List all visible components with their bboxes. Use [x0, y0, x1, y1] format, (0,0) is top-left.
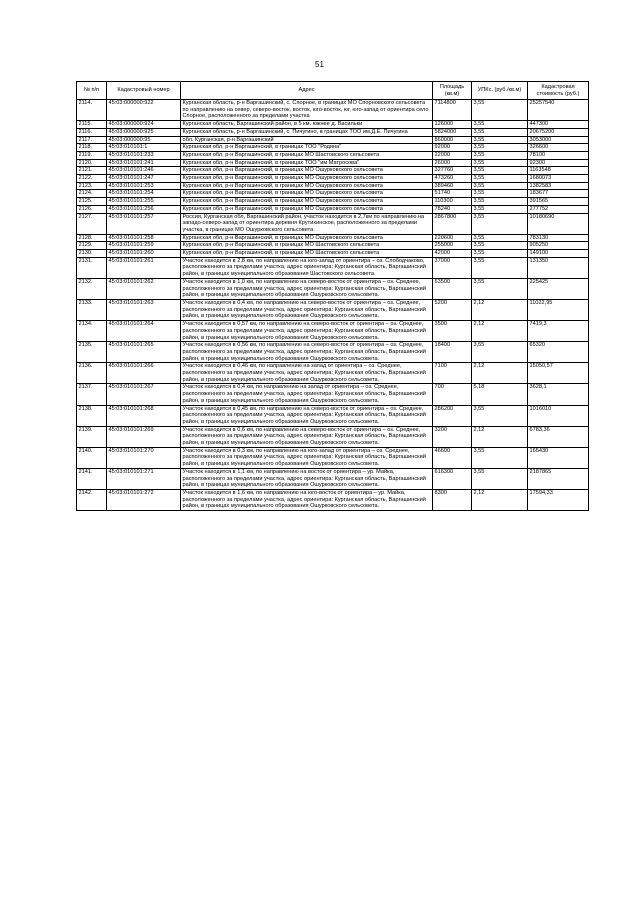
- cadastral-table: [76, 81, 589, 511]
- cell-upks: 3,55: [472, 447, 528, 468]
- cell-number: 2134.: [77, 321, 107, 342]
- table-row: [77, 151, 589, 159]
- header-number: № п/п: [77, 82, 107, 100]
- cell-address: Курганская обл, р-н Варгашинский, в границах МО Ошурковского сельсовета: [181, 234, 433, 242]
- cell-cadastral-number: 45:03:010101:256: [107, 205, 181, 213]
- cell-cadastral-value: 78100: [528, 151, 589, 159]
- cell-number: 2139.: [77, 426, 107, 447]
- cell-area: 110300: [433, 198, 472, 206]
- cell-cadastral-number: 45:03:010101:257: [107, 213, 181, 234]
- cell-cadastral-value: 10180690: [528, 213, 589, 234]
- cell-cadastral-value: 3053000: [528, 136, 589, 144]
- cell-address: Курганская обл, р-н Варгашинский, в границах МО Шастовского сельсовета: [181, 242, 433, 250]
- table-row: [77, 278, 589, 299]
- cell-number: 2142.: [77, 489, 107, 510]
- table-row: [77, 489, 589, 510]
- table-header-row: [77, 82, 589, 100]
- cell-address: Участок находится в 0,46 км, по направлению на запад от ориентира – оз. Среднее, расположенного за пределами участка, адрес ориентира: Курганская область, Варгашинский район, в границах муниципального образования Ошурковского сельсовета.: [181, 363, 433, 384]
- table-row: [77, 447, 589, 468]
- table-row: [77, 213, 589, 234]
- cell-upks: 3,55: [472, 405, 528, 426]
- cell-area: 7114800: [433, 100, 472, 121]
- cell-address: Курганская обл, р-н Варгашинский, в границах МО Ошурковского сельсовета: [181, 167, 433, 175]
- cell-upks: 3,55: [472, 159, 528, 167]
- cell-address: Участок находится в 0,57 км, по направлению на северо-восток от ориентира – оз. Среднее, расположенного за пределами участка, адрес ориентира: Курганская область, Варгашинский район, в границах муниципального образования Ошурковского сельсовета.: [181, 321, 433, 342]
- cell-upks: 3,55: [472, 234, 528, 242]
- table-row: [77, 159, 589, 167]
- table-row: [77, 468, 589, 489]
- cell-address: Курганская обл, р-н Варгашинский, в границах ТОО "им Матросова": [181, 159, 433, 167]
- cell-area: 126000: [433, 121, 472, 129]
- cell-cadastral-value: 447300: [528, 121, 589, 129]
- cell-cadastral-value: 183677: [528, 190, 589, 198]
- cell-cadastral-number: 45:03:010101:271: [107, 468, 181, 489]
- cell-upks: 3,55: [472, 190, 528, 198]
- cell-cadastral-number: 45:03:010101:269: [107, 426, 181, 447]
- cell-cadastral-number: 45:03:010101:255: [107, 198, 181, 206]
- cell-upks: 2,12: [472, 321, 528, 342]
- cell-number: 2124.: [77, 190, 107, 198]
- cell-cadastral-value: 6783,36: [528, 426, 589, 447]
- cell-address: Участок находится в 1,6 км, по направлению на юго-восток от ориентира – ур. Майка, расположенного за пределами участка, адрес ориентира: Курганская область, Варгашинский район, в границах муниципального образования Ошурковского сельсовета.: [181, 489, 433, 510]
- cell-cadastral-value: 65320: [528, 342, 589, 363]
- cell-cadastral-value: 1163548: [528, 167, 589, 175]
- cell-cadastral-number: 45:03:010101:272: [107, 489, 181, 510]
- cell-number: 2133.: [77, 299, 107, 320]
- cell-number: 2140.: [77, 447, 107, 468]
- cell-upks: 5,18: [472, 384, 528, 405]
- cell-cadastral-value: 1680073: [528, 175, 589, 183]
- cell-upks: 3,55: [472, 198, 528, 206]
- cell-address: Курганская обл, р-н Варгашинский, в границах МО Шастовского сельсовета: [181, 250, 433, 258]
- cell-cadastral-value: 17594,33: [528, 489, 589, 510]
- header-cadastral-number: Кадастровый номер: [107, 82, 181, 100]
- table-row: [77, 128, 589, 136]
- cell-upks: 3,55: [472, 278, 528, 299]
- cell-number: 2116.: [77, 128, 107, 136]
- cell-address: Курганская область, р-н Варгашинский, с. Пичугино, в границах ТОО им.Д.Е. Пичугина: [181, 128, 433, 136]
- cell-cadastral-number: 45:03:010101:258: [107, 234, 181, 242]
- cell-cadastral-number: 45:03:010101:253: [107, 182, 181, 190]
- table-row: [77, 426, 589, 447]
- header-area: Площадь (кв.м): [433, 82, 472, 100]
- cell-number: 2131.: [77, 257, 107, 278]
- cell-cadastral-number: 45:03:010101:247: [107, 175, 181, 183]
- cell-area: 37000: [433, 257, 472, 278]
- cell-cadastral-value: 149100: [528, 250, 589, 258]
- cell-upks: 3,55: [472, 100, 528, 121]
- cell-address: Участок находится в 0,4 км, по направлению на северо-восток от ориентира – оз. Среднее, расположенного за пределами участка, адрес ориентира: Курганская область, Варгашинский район, в границах муниципального образования Ошурковского сельсовета.: [181, 299, 433, 320]
- cell-address: Курганская обл, р-н Варгашинский, в границах МО Ошурковского сельсовета: [181, 198, 433, 206]
- cell-cadastral-value: 7419,3: [528, 321, 589, 342]
- cell-area: 92000: [433, 144, 472, 152]
- cell-upks: 3,55: [472, 128, 528, 136]
- cell-area: 22000: [433, 151, 472, 159]
- table-row: [77, 405, 589, 426]
- cell-cadastral-value: 326600: [528, 144, 589, 152]
- cell-cadastral-number: 45:03:000000:922: [107, 100, 181, 121]
- cell-number: 2114.: [77, 100, 107, 121]
- cell-address: обл. Курганская, р-н Варгашинский: [181, 136, 433, 144]
- table-body: [77, 100, 589, 511]
- cell-area: 78240: [433, 205, 472, 213]
- cell-number: 2123.: [77, 182, 107, 190]
- cell-area: 255000: [433, 242, 472, 250]
- cell-upks: 2,12: [472, 426, 528, 447]
- cell-number: 2138.: [77, 405, 107, 426]
- cell-area: 3500: [433, 321, 472, 342]
- cell-upks: 2,12: [472, 489, 528, 510]
- cell-cadastral-number: 45:03:010101:241: [107, 159, 181, 167]
- cell-number: 2132.: [77, 278, 107, 299]
- cell-area: 327760: [433, 167, 472, 175]
- cell-number: 2137.: [77, 384, 107, 405]
- cell-address: Участок находится в 0,45 км, по направлению на северо-восток от ориентира – оз. Среднее, расположенного за пределами участка, адрес ориентира: Курганская область, Варгашинский район, в границах муниципального образования Ошурковского сельсовета.: [181, 405, 433, 426]
- cell-upks: 2,12: [472, 363, 528, 384]
- cell-area: 5824000: [433, 128, 472, 136]
- cell-number: 2125.: [77, 198, 107, 206]
- cell-area: 286200: [433, 405, 472, 426]
- cell-cadastral-number: 45:03:010101:268: [107, 405, 181, 426]
- cell-cadastral-number: 45:03:010101:267: [107, 384, 181, 405]
- cell-cadastral-value: 277752: [528, 205, 589, 213]
- cell-area: 700: [433, 384, 472, 405]
- table-row: [77, 198, 589, 206]
- cell-cadastral-number: 45:03:000000:924: [107, 121, 181, 129]
- cell-area: 473260: [433, 175, 472, 183]
- cell-cadastral-number: 45:03:010101:261: [107, 257, 181, 278]
- cell-cadastral-number: 45:03:010101:254: [107, 190, 181, 198]
- cell-upks: 3,55: [472, 250, 528, 258]
- cell-upks: 3,55: [472, 205, 528, 213]
- cell-number: 2120.: [77, 159, 107, 167]
- cell-area: 8300: [433, 489, 472, 510]
- cell-cadastral-value: 25257540: [528, 100, 589, 121]
- cell-number: 2122.: [77, 175, 107, 183]
- table-row: [77, 363, 589, 384]
- cell-upks: 3,55: [472, 182, 528, 190]
- cell-upks: 3,55: [472, 175, 528, 183]
- cell-cadastral-number: 45:03:010101:264: [107, 321, 181, 342]
- cell-upks: 3,55: [472, 213, 528, 234]
- cell-address: Участок находится в 2,8 км, по направлению на юго-запад от ориентира – оз. Слободчаково, расположенного за пределами участка, адрес ориентира: Курганская область, Варгашинский район, в границах муниципального образования Шастовского сельсовета.: [181, 257, 433, 278]
- table-row: [77, 384, 589, 405]
- cell-cadastral-value: 905250: [528, 242, 589, 250]
- cell-number: 2141.: [77, 468, 107, 489]
- cell-upks: 3,55: [472, 468, 528, 489]
- cell-cadastral-number: 45:03:010101:266: [107, 363, 181, 384]
- cell-address: Курганская обл, р-н Варгашинский, в границах ТОО "Родина": [181, 144, 433, 152]
- cell-cadastral-value: 1016010: [528, 405, 589, 426]
- cell-cadastral-value: 20675200: [528, 128, 589, 136]
- table-row: [77, 342, 589, 363]
- cell-number: 2129.: [77, 242, 107, 250]
- cell-area: 26000: [433, 159, 472, 167]
- cell-upks: 3,55: [472, 151, 528, 159]
- header-address: Адрес: [181, 82, 433, 100]
- cell-address: Участок находится в 0,56 км, по направлению на северо-восток от ориентира – оз. Среднее, расположенного за пределами участка, адрес ориентира: Курганская область, Варгашинский район, в границах муниципального образования Ошурковского сельсовета.: [181, 342, 433, 363]
- cell-area: 220600: [433, 234, 472, 242]
- cell-cadastral-value: 391565: [528, 198, 589, 206]
- cell-cadastral-value: 15050,57: [528, 363, 589, 384]
- table-row: [77, 144, 589, 152]
- table-row: [77, 136, 589, 144]
- cell-upks: 3,55: [472, 257, 528, 278]
- cell-cadastral-value: 225425: [528, 278, 589, 299]
- cell-address: Участок находится в 0,4 км, по направлению на запад от ориентира – оз. Среднее, расположенного за пределами участка, адрес ориентира: Курганская область, Варгашинский район, в границах муниципального образования Ошурковского сельсовета.: [181, 384, 433, 405]
- cell-area: 51740: [433, 190, 472, 198]
- cell-cadastral-value: 165430: [528, 447, 589, 468]
- cell-address: Курганская обл, р-н Варгашинский, в границах МО Шастовского сельсовета: [181, 151, 433, 159]
- cell-area: 2867800: [433, 213, 472, 234]
- cell-cadastral-value: 92300: [528, 159, 589, 167]
- cell-number: 2135.: [77, 342, 107, 363]
- cell-cadastral-number: 45:03:010101:1: [107, 144, 181, 152]
- cell-address: Курганская обл, р-н Варгашинский, в границах МО Ошурковского сельсовета: [181, 175, 433, 183]
- cell-address: Курганская область, р-н Варгашинский, с. Спорное, в границах МО Спорновского сельсовета по направлению на север, северо-восток, восток, юго-восток, юг, юго-запад от ориентира село Спорное, расположенного за пределами участка: [181, 100, 433, 121]
- cell-upks: 3,55: [472, 136, 528, 144]
- table-row: [77, 234, 589, 242]
- cell-area: 3200: [433, 426, 472, 447]
- cell-cadastral-value: 11022,95: [528, 299, 589, 320]
- cell-cadastral-value: 783130: [528, 234, 589, 242]
- table-row: [77, 182, 589, 190]
- cell-upks: 3,55: [472, 342, 528, 363]
- cell-number: 2115.: [77, 121, 107, 129]
- cell-cadastral-number: 45:03:010101:263: [107, 299, 181, 320]
- cell-cadastral-number: 45:03:010101:246: [107, 167, 181, 175]
- table-row: [77, 167, 589, 175]
- cell-cadastral-value: 3628,1: [528, 384, 589, 405]
- cell-number: 2121.: [77, 167, 107, 175]
- cell-cadastral-number: 45:03:010101:270: [107, 447, 181, 468]
- table-row: [77, 190, 589, 198]
- cell-cadastral-number: 45:03:010101:260: [107, 250, 181, 258]
- table-row: [77, 121, 589, 129]
- cell-number: 2118.: [77, 144, 107, 152]
- table-row: [77, 205, 589, 213]
- cell-number: 2136.: [77, 363, 107, 384]
- table-row: [77, 321, 589, 342]
- header-upks: УПКс. (руб./кв.м): [472, 82, 528, 100]
- cell-cadastral-number: 45:03:000000:95: [107, 136, 181, 144]
- cell-area: 389460: [433, 182, 472, 190]
- cell-address: Курганская обл, р-н Варгашинский, в границах МО Ошурковского сельсовета: [181, 205, 433, 213]
- cell-address: Курганская обл, р-н Варгашинский, в границах МО Ошурковского сельсовета: [181, 190, 433, 198]
- cell-area: 46600: [433, 447, 472, 468]
- cell-area: 5200: [433, 299, 472, 320]
- cell-area: 860000: [433, 136, 472, 144]
- cell-cadastral-number: 45:03:010101:265: [107, 342, 181, 363]
- cell-cadastral-number: 45:03:010101:259: [107, 242, 181, 250]
- cell-cadastral-number: 45:03:010101:233: [107, 151, 181, 159]
- cell-address: Участок находится в 0,3 км, по направлению на юго-запад от ориентира – оз. Среднее, расположенного за пределами участка, адрес ориентира: Курганская область, Варгашинский район, в границах муниципального образования Ошурковского сельсовета.: [181, 447, 433, 468]
- cell-number: 2127.: [77, 213, 107, 234]
- cell-area: 7100: [433, 363, 472, 384]
- header-cadastral-value: Кадастровая стоимость (руб.): [528, 82, 589, 100]
- cell-upks: 3,55: [472, 121, 528, 129]
- cell-upks: 3,55: [472, 242, 528, 250]
- cell-cadastral-value: 1382583: [528, 182, 589, 190]
- cell-upks: 3,55: [472, 144, 528, 152]
- cell-number: 2117.: [77, 136, 107, 144]
- page-number: 51: [315, 60, 324, 69]
- cell-cadastral-number: 45:03:010101:262: [107, 278, 181, 299]
- cell-cadastral-number: 45:03:000000:925: [107, 128, 181, 136]
- cell-address: Россия, Курганская обл, Варгашинский район, участок находится в 2,7км по направлению на западо-северо-запад от ориентира деревня Крутихинское, расположенного за пределами участка, в границах МО Ошурковского сельсовета: [181, 213, 433, 234]
- table-row: [77, 100, 589, 121]
- cell-cadastral-value: 2187865: [528, 468, 589, 489]
- table-row: [77, 250, 589, 258]
- cell-number: 2126.: [77, 205, 107, 213]
- cell-address: Курганская обл, р-н Варгашинский, в границах МО Ошурковского сельсовета: [181, 182, 433, 190]
- cell-number: 2128.: [77, 234, 107, 242]
- cell-address: Участок находится в 1,0 км, по направлению на северо-восток от ориентира – оз. Среднее, расположенного за пределами участка, адрес ориентира: Курганская область, Варгашинский район, в границах муниципального образования Ошурковского сельсовета.: [181, 278, 433, 299]
- cell-area: 63500: [433, 278, 472, 299]
- table-row: [77, 257, 589, 278]
- cell-upks: 2,12: [472, 299, 528, 320]
- cell-address: Участок находится в 1,1 км, по направлению на восток от ориентира – ур. Майка, расположенного за пределами участка, адрес ориентира: Курганская область, Варгашинский район, в границах муниципального образования Ошурковского сельсовета.: [181, 468, 433, 489]
- cell-address: Курганская область, Варгашинский район, в 5 км. южнее д. Васильки: [181, 121, 433, 129]
- cell-area: 616300: [433, 468, 472, 489]
- table-row: [77, 242, 589, 250]
- cell-address: Участок находится в 0,6 км, по направлению на северо-восток от ориентира – оз. Среднее, расположенного за пределами участка, адрес ориентира: Курганская область, Варгашинский район, в границах муниципального образования Ошурковского сельсовета.: [181, 426, 433, 447]
- table-row: [77, 175, 589, 183]
- cell-number: 2119.: [77, 151, 107, 159]
- table-row: [77, 299, 589, 320]
- cell-cadastral-value: 131350: [528, 257, 589, 278]
- cell-number: 2130.: [77, 250, 107, 258]
- cell-area: 18400: [433, 342, 472, 363]
- cell-upks: 3,55: [472, 167, 528, 175]
- cell-area: 42000: [433, 250, 472, 258]
